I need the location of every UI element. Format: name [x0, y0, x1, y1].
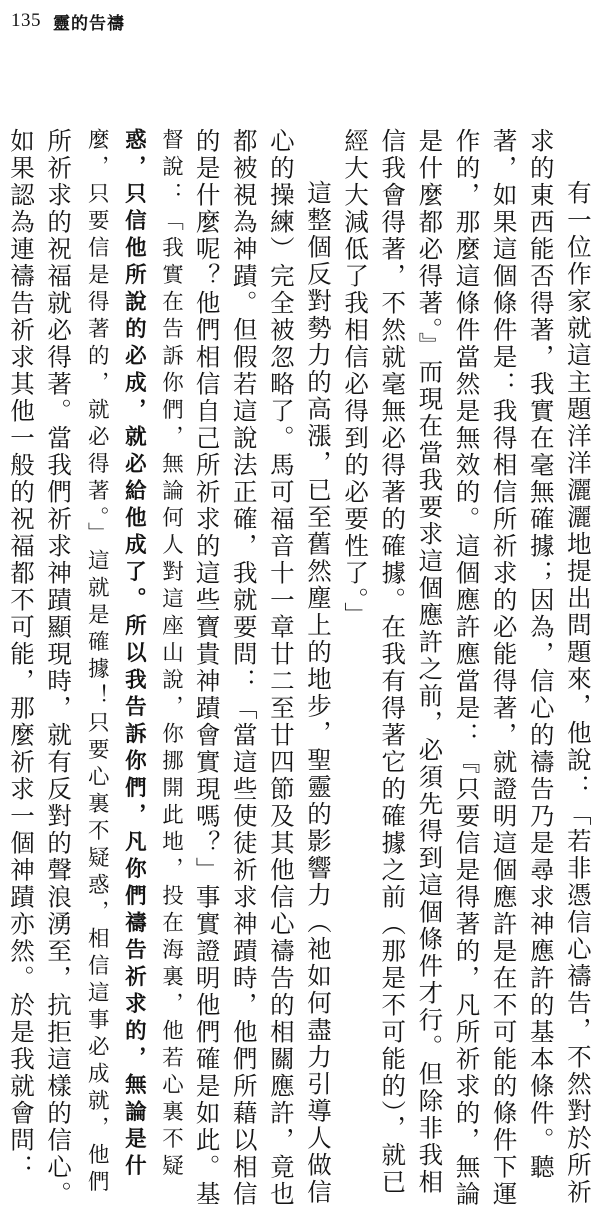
- text-column-16: 如果認為連禱告祈求其他一般的祝福都不可能，那麼祈求一個神蹟亦然。於是我就會問：: [7, 128, 36, 1181]
- text-column-3: 著，如果這個條件是：我得相信所祈求的必能得著，就證明這個應許是在不可能的條件下運: [489, 128, 519, 1208]
- text-column-6: 信我會得著，不然就毫無必得著的確據。在我有得著它的確據之前（那是不可能的），就已: [378, 128, 408, 1196]
- text-column-15: 所祈求的祝福就必得著。當我們祈求神蹟顯現時，就有反對的聲浪湧至，抗拒這樣的信心。: [44, 128, 74, 1208]
- text-column-12: 督說：「我實在告訴你們，無論何人對這座山說，你挪開此地，投在海裏，他若心裏不疑: [158, 128, 184, 1181]
- text-column-10: 都被視為神蹟。但假若這說法正確，我就要問：「當這些使徒祈求神蹟時，他們所藉以相信: [229, 128, 259, 1208]
- text-column-4: 作的，那麼這條件當然是無效的。這個應許應當是：『只要信是得著的，凡所祈求的，無論: [452, 128, 482, 1208]
- page-number: 135: [11, 10, 41, 31]
- page-header: [11, 8, 125, 34]
- text-column-9: 心的操練）完全被忽略了。馬可福音十一章廿二至廿四節及其他信心禱告的相關應許，竟也: [266, 128, 296, 1208]
- text-column-8: 這整個反對勢力的高漲，已至舊然塵上的地步，聖靈的影響力（祂如何盡力引導人做信: [304, 180, 333, 1206]
- text-column-5: 是什麼都必得著。』而現在當我要求這個應許之前，必須先得到這個條件才行。但除非我相: [415, 128, 445, 1196]
- text-column-1: 有一位作家就這主題洋洋灑灑地提出問題來，他說：「若非憑信心禱告，不然對於所祈: [563, 180, 593, 1206]
- text-body: [5, 128, 593, 1208]
- text-column-13: 惑，只信他所說的必成，就必給他成了。所以我告訴你們，凡你們禱告祈求的，無論是什: [121, 128, 147, 1181]
- text-column-14: 麼，只要信是得著的，就必得著。」這就是確據！只要心裏不疑惑，相信這事必成就，他們: [84, 128, 110, 1198]
- text-column-2: 求的東西能否得著，我實在毫無確據；因為，信心的禱告乃是尋求神應許的基本條件。聽: [526, 128, 556, 1181]
- text-column-11: 的是什麼呢？他們相信自己所祈求的這些寶貴神蹟會實現嗎？」事實證明他們確是如此。基: [192, 128, 222, 1208]
- text-column-7: 經大大減低了我相信必得到的必要性了。」: [341, 128, 371, 629]
- book-title: 靈的告禱: [53, 13, 125, 34]
